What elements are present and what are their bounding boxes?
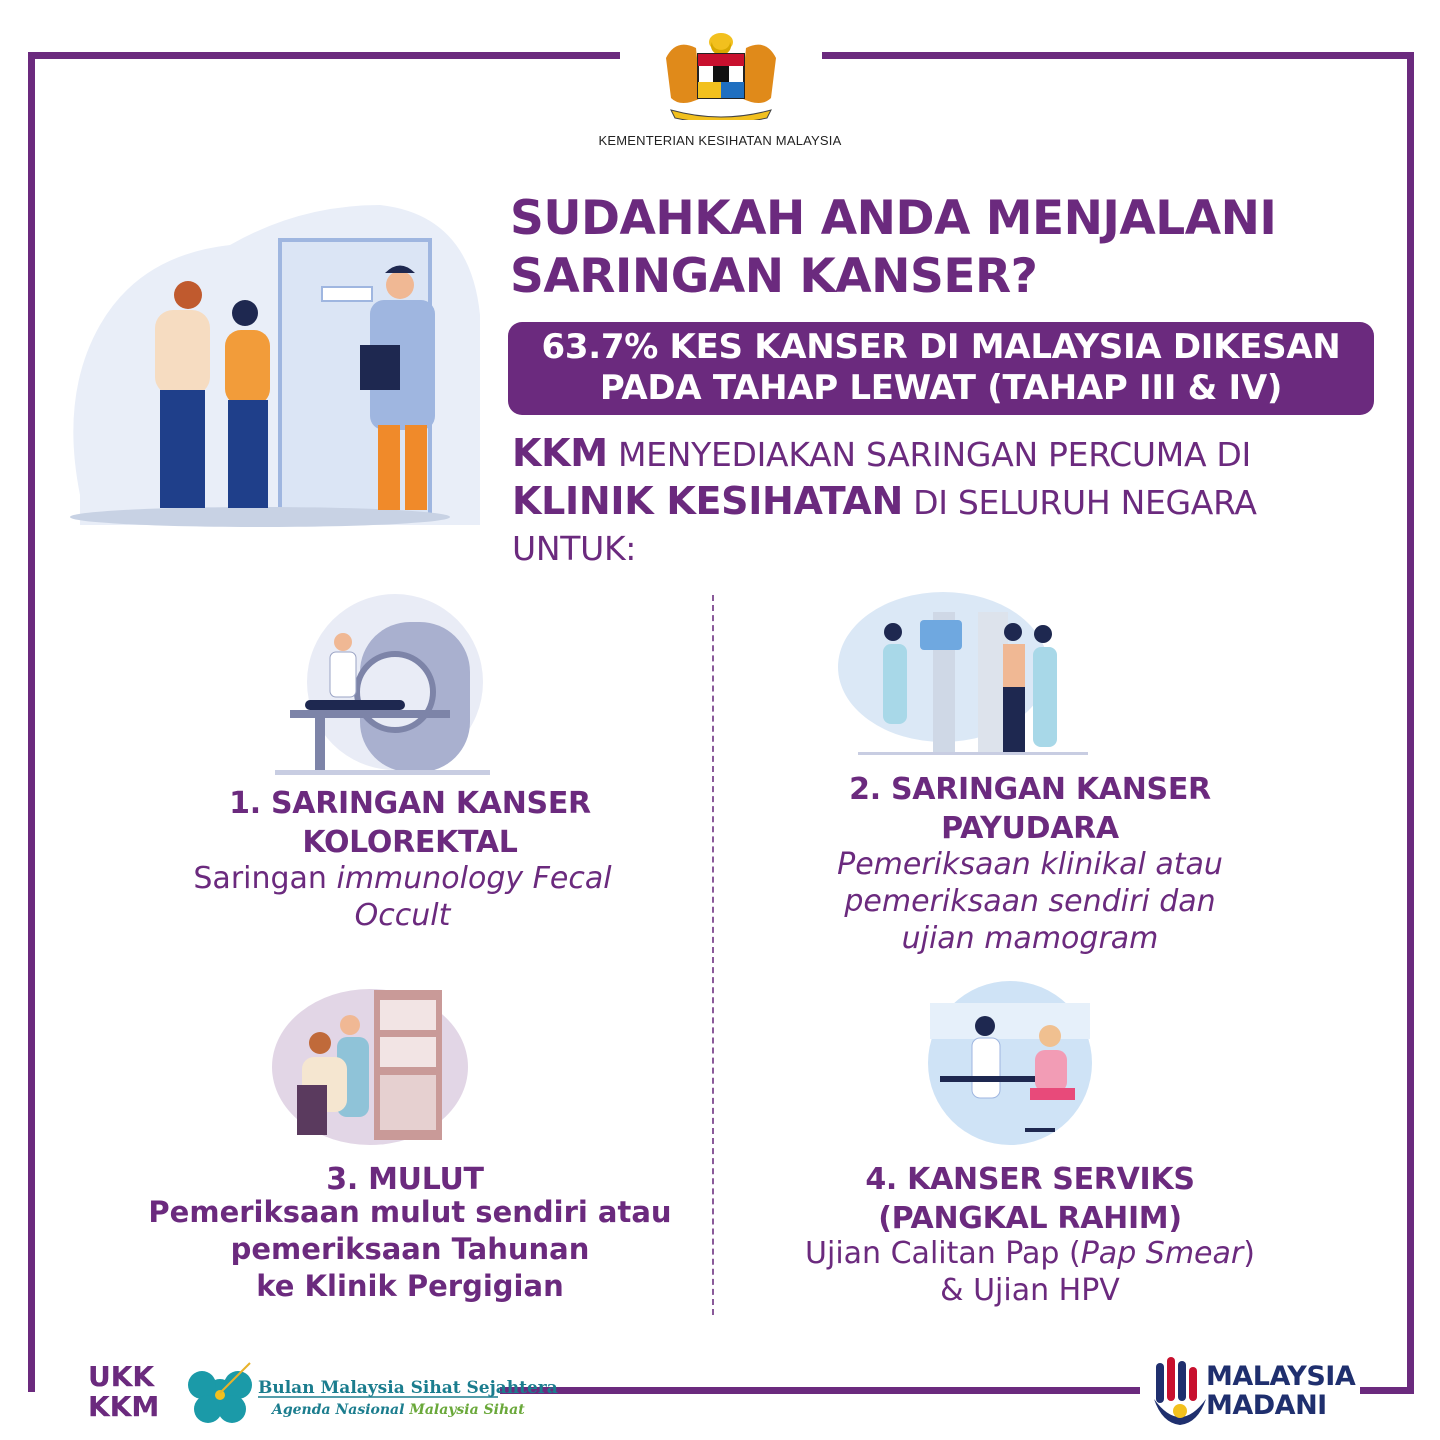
dental-exam-illustration	[272, 985, 472, 1145]
madani-line-2: MADANI	[1206, 1390, 1327, 1421]
mammogram-illustration	[838, 592, 1093, 760]
statistic-banner	[508, 322, 1374, 415]
ukk-logo-line-2: KKM	[88, 1390, 160, 1423]
card-4-title-line-2: (PANGKAL RAHIM)	[878, 1201, 1182, 1236]
offer-kkm: KKM	[512, 431, 608, 475]
card-2-title-line-2: PAYUDARA	[941, 811, 1119, 846]
ukk-logo-line-1: UKK	[88, 1360, 155, 1393]
card-1-description	[140, 860, 665, 934]
card-4-desc-italic: Pap Smear	[1080, 1236, 1244, 1271]
card-1-desc-a-italic: immunology Fecal	[336, 861, 612, 896]
cervical-consultation-illustration	[920, 978, 1100, 1148]
card-3-title-line-1: 3. MULUT	[326, 1162, 484, 1197]
card-2-title	[780, 770, 1280, 848]
bmss-title: Bulan Malaysia Sihat Sejahtera	[258, 1378, 558, 1398]
card-2-desc-line-1: Pemeriksaan klinikal atau	[837, 847, 1223, 882]
frame-top-right	[822, 52, 1414, 59]
frame-top-left	[28, 52, 620, 59]
card-2-title-line-1: 2. SARINGAN KANSER	[849, 772, 1211, 807]
card-4-description	[760, 1235, 1300, 1309]
card-2-description	[750, 846, 1310, 957]
statistic-line-2: PADA TAHAP LEWAT (TAHAP III & IV)	[599, 368, 1283, 408]
mri-scanner-illustration	[275, 592, 490, 777]
column-divider	[712, 595, 714, 1315]
madani-line-1: MALAYSIA	[1206, 1361, 1356, 1392]
headline	[510, 190, 1410, 306]
frame-bottom-right	[1360, 1387, 1414, 1394]
card-1-desc-b-italic: Occult	[354, 898, 451, 933]
card-1-title-line-2: KOLOREKTAL	[302, 825, 518, 860]
card-3-desc-line-1: Pemeriksaan mulut sendiri atau	[148, 1195, 672, 1229]
offer-part-2: DI SELURUH NEGARA	[902, 483, 1257, 522]
ministry-name: KEMENTERIAN KESIHATAN MALAYSIA	[598, 133, 842, 148]
card-3-desc-line-3: ke Klinik Pergigian	[256, 1269, 564, 1303]
card-3-desc-line-2: pemeriksaan Tahunan	[230, 1232, 590, 1266]
ukk-kkm-logo	[88, 1362, 170, 1422]
card-1-title	[160, 784, 660, 862]
bmss-sub-a: Agenda Nasional	[272, 1402, 410, 1418]
coat-of-arms-icon	[656, 28, 786, 120]
card-1-title-line-1: 1. SARINGAN KANSER	[229, 786, 591, 821]
statistic-line-1: 63.7% KES KANSER DI MALAYSIA DIKESAN	[541, 327, 1341, 367]
offer-part-3: UNTUK:	[512, 529, 637, 568]
hero-illustration	[60, 195, 480, 535]
madani-wordmark	[1206, 1362, 1355, 1420]
bmss-sub-b: Malaysia Sihat	[409, 1402, 525, 1418]
frame-left	[28, 52, 35, 1392]
card-4-title	[780, 1160, 1280, 1238]
card-2-desc-line-3: ujian mamogram	[901, 921, 1159, 956]
card-4-desc-line-2: & Ujian HPV	[940, 1273, 1120, 1308]
card-4-title-line-1: 4. KANSER SERVIKS	[865, 1162, 1195, 1197]
offer-part-1: MENYEDIAKAN SARINGAN PERCUMA DI	[607, 435, 1251, 474]
bmss-subtitle	[272, 1402, 525, 1418]
card-4-desc-a: Ujian Calitan Pap (	[805, 1236, 1081, 1271]
card-4-desc-b: )	[1243, 1236, 1255, 1271]
headline-line-2: SARINGAN KANSER?	[510, 249, 1038, 304]
card-2-desc-line-2: pemeriksaan sendiri dan	[844, 884, 1216, 919]
offer-text	[512, 430, 1412, 572]
madani-emblem-icon	[1150, 1355, 1210, 1430]
offer-klinik: KLINIK KESIHATAN	[512, 479, 903, 523]
card-1-desc-a: Saringan	[193, 861, 337, 896]
card-3-description	[110, 1194, 710, 1305]
headline-line-1: SUDAHKAH ANDA MENJALANI	[510, 191, 1277, 246]
frame-bottom	[500, 1387, 1140, 1394]
